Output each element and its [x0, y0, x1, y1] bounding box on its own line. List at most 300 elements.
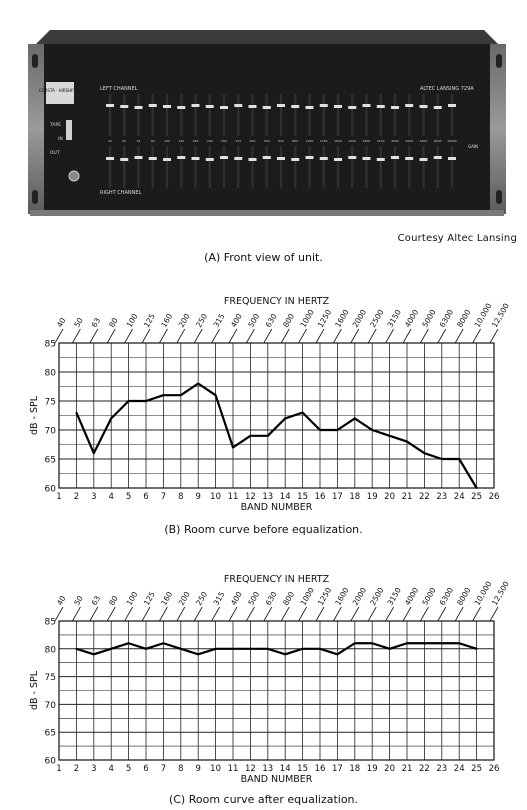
freq-slant-line — [177, 607, 185, 621]
slider-knob — [206, 158, 214, 161]
freq-tick-label: 6300 — [437, 307, 456, 329]
right-channel-label: RIGHT CHANNEL — [100, 190, 142, 196]
x-tick-label: 17 — [331, 764, 343, 774]
y-tick-label: 85 — [44, 617, 56, 628]
tape-label: TAPE — [50, 123, 62, 128]
x-tick-label: 21 — [401, 764, 413, 774]
x-tick-label: 1 — [56, 492, 62, 502]
freq-slant-line — [351, 607, 359, 621]
data-point — [76, 648, 78, 650]
freq-slant-line — [299, 329, 307, 343]
slider-knob — [448, 157, 456, 160]
freq-slant-line — [194, 607, 202, 621]
freq-strip-label: 630 — [278, 139, 284, 143]
x-tick-label: 2 — [73, 764, 80, 774]
x-tick-label: 23 — [436, 492, 448, 502]
slider-knob — [334, 105, 342, 108]
freq-slant-line — [90, 329, 98, 343]
freq-tick-label: 2500 — [368, 307, 386, 329]
data-point — [180, 394, 182, 396]
freq-strip-label: 1000 — [305, 139, 314, 143]
x-tick-label: 7 — [160, 492, 167, 502]
y-tick-label: 65 — [44, 728, 56, 739]
freq-tick-label: 160 — [159, 590, 175, 607]
x-tick-label: 11 — [227, 764, 239, 774]
data-point — [197, 653, 199, 655]
freq-slant-line — [159, 607, 167, 621]
x-tick-label: 4 — [108, 492, 114, 502]
slider-track — [280, 94, 282, 136]
freq-slant-line — [333, 329, 341, 343]
x-tick-label: 14 — [279, 764, 291, 774]
freq-tick-label: 200 — [176, 312, 192, 329]
x-tick-label: 24 — [453, 492, 465, 502]
slider-track — [408, 94, 410, 136]
data-point — [302, 412, 304, 414]
freq-tick-label: 2500 — [368, 585, 386, 607]
freq-strip-label: 50 — [122, 139, 127, 143]
freq-tick-label: 250 — [194, 312, 210, 329]
slider-knob — [334, 158, 342, 161]
slider-knob — [149, 157, 157, 160]
freq-strip-label: 250 — [221, 139, 227, 143]
x-tick-label: 25 — [471, 492, 483, 502]
x-tick-label: 19 — [366, 764, 378, 774]
slider-knob — [106, 157, 114, 160]
freq-tick-label: 800 — [281, 590, 297, 607]
data-point — [93, 452, 95, 454]
gain-label: GAIN — [468, 144, 479, 149]
freq-strip-label: 4000 — [391, 139, 399, 143]
freq-tick-label: 500 — [246, 590, 262, 607]
freq-tick-label: 400 — [228, 312, 244, 329]
slider-track — [109, 146, 111, 188]
freq-strip-label: 1600 — [334, 139, 342, 143]
freq-slant-line — [368, 329, 376, 343]
equalizer-photo — [22, 22, 512, 222]
data-point — [250, 648, 252, 650]
data-point — [215, 394, 217, 396]
freq-slant-line — [316, 607, 324, 621]
x-tick-label: 13 — [262, 764, 274, 774]
data-point — [128, 400, 130, 402]
x-tick-label: 20 — [384, 764, 396, 774]
freq-strip-label: 40 — [108, 139, 112, 143]
freq-tick-label: 40 — [54, 316, 68, 329]
data-point — [424, 642, 426, 644]
freq-tick-label: 12,500 — [489, 301, 511, 329]
x-tick-label: 20 — [384, 492, 396, 502]
freq-tick-label: 10,000 — [472, 301, 494, 329]
data-point — [145, 648, 147, 650]
freq-slant-line — [264, 329, 272, 343]
brand-logo-text: CORSTA · HIRSHFELD — [38, 88, 82, 93]
freq-slant-line — [107, 329, 115, 343]
x-tick-label: 7 — [160, 764, 167, 774]
data-point — [163, 642, 165, 644]
room-curve-line — [76, 384, 476, 488]
freq-tick-label: 315 — [211, 590, 227, 607]
freq-tick-label: 4000 — [402, 307, 421, 329]
freq-tick-label: 63 — [89, 594, 103, 607]
slider-knob — [291, 158, 299, 161]
slider-track — [194, 146, 196, 188]
freq-tick-label: 1600 — [333, 307, 351, 329]
x-tick-label: 21 — [401, 492, 413, 502]
slider-track — [437, 146, 439, 188]
slider-knob — [348, 156, 356, 159]
freq-tick-label: 63 — [89, 316, 103, 329]
freq-tick-label: 5000 — [420, 307, 438, 329]
freq-strip-label: 63 — [136, 139, 141, 143]
slider-knob — [192, 104, 200, 107]
freq-strip-label: 400 — [249, 139, 256, 143]
slider-track — [180, 94, 182, 136]
freq-slant-line — [281, 329, 289, 343]
slider-track — [166, 94, 168, 136]
data-point — [284, 653, 286, 655]
y-tick-label: 85 — [44, 339, 56, 350]
data-point — [406, 642, 408, 644]
slider-knob — [106, 104, 114, 107]
x-tick-label: 24 — [453, 764, 465, 774]
data-point — [110, 418, 112, 420]
freq-strip-label: 8000 — [433, 139, 442, 143]
freq-tick-label: 4000 — [402, 585, 421, 607]
freq-slant-line — [72, 607, 80, 621]
freq-slant-line — [246, 607, 254, 621]
freq-tick-label: 80 — [107, 316, 120, 329]
x-tick-label: 6 — [143, 492, 149, 502]
freq-slant-line — [438, 607, 446, 621]
freq-tick-label: 8000 — [455, 307, 473, 329]
slider-knob — [220, 156, 228, 159]
slider-track — [266, 94, 268, 136]
data-point — [389, 435, 391, 437]
freq-strip-label: 2000 — [348, 139, 357, 143]
data-point — [197, 383, 199, 385]
slider-knob — [377, 158, 385, 161]
left-channel-label: LEFT CHANNEL — [100, 86, 138, 92]
chart-title: FREQUENCY IN HERTZ — [223, 574, 330, 585]
slider-track — [166, 146, 168, 188]
caption-a: (A) Front view of unit. — [204, 251, 323, 264]
data-point — [267, 435, 269, 437]
slider-knob — [192, 157, 200, 160]
slider-knob — [320, 104, 328, 107]
freq-tick-label: 50 — [72, 594, 85, 607]
freq-strip-label: 160 — [192, 139, 199, 143]
slider-knob — [391, 106, 399, 109]
caption-c: (C) Room curve after equalization. — [168, 793, 359, 806]
freq-tick-label: 250 — [194, 590, 210, 607]
data-point — [406, 441, 408, 443]
data-point — [302, 648, 304, 650]
freq-tick-label: 100 — [124, 590, 140, 607]
slider-knob — [320, 157, 328, 160]
slider-track — [209, 146, 211, 188]
slider-track — [451, 94, 453, 136]
slider-knob — [263, 156, 271, 159]
freq-slant-line — [473, 329, 481, 343]
x-tick-label: 23 — [436, 764, 448, 774]
freq-slant-line — [107, 607, 115, 621]
in-label: IN — [58, 137, 63, 142]
slider-track — [451, 146, 453, 188]
freq-tick-label: 40 — [54, 594, 68, 607]
x-tick-label: 11 — [227, 492, 239, 502]
out-label: OUT — [50, 151, 60, 156]
slider-knob — [420, 105, 428, 108]
freq-slant-line — [229, 329, 237, 343]
freq-tick-label: 6300 — [437, 585, 456, 607]
slider-knob — [377, 105, 385, 108]
power-knob — [69, 171, 79, 181]
x-tick-label: 26 — [488, 764, 500, 774]
freq-slant-line — [386, 329, 394, 343]
freq-slant-line — [194, 329, 202, 343]
y-tick-label: 60 — [44, 484, 56, 495]
freq-slant-line — [403, 329, 411, 343]
x-tick-label: 17 — [331, 492, 343, 502]
slider-knob — [434, 106, 442, 109]
photo-credit: Courtesy Altec Lansing — [397, 233, 517, 244]
data-point — [441, 458, 443, 460]
slider-track — [323, 94, 325, 136]
data-point — [145, 400, 147, 402]
x-tick-label: 8 — [178, 764, 184, 774]
slider-track — [422, 94, 424, 136]
x-tick-label: 13 — [262, 492, 274, 502]
freq-strip-label: 125 — [178, 139, 185, 143]
slider-knob — [448, 104, 456, 107]
data-point — [128, 642, 130, 644]
data-point — [476, 487, 478, 489]
data-point — [250, 435, 252, 437]
freq-strip-label: 315 — [235, 139, 242, 143]
data-point — [389, 648, 391, 650]
freq-slant-line — [490, 329, 498, 343]
slider-track — [209, 94, 211, 136]
freq-tick-label: 2000 — [350, 585, 369, 607]
freq-slant-line — [299, 607, 307, 621]
freq-slant-line — [281, 607, 289, 621]
slider-track — [251, 146, 253, 188]
freq-tick-label: 630 — [263, 590, 279, 607]
slider-track — [308, 94, 310, 136]
freq-slant-line — [438, 329, 446, 343]
freq-slant-line — [420, 607, 428, 621]
slider-track — [123, 146, 125, 188]
freq-slant-line — [125, 607, 133, 621]
freq-strip-label: 5000 — [405, 139, 414, 143]
x-tick-label: 25 — [471, 764, 483, 774]
slider-track — [152, 146, 154, 188]
slider-track — [394, 94, 396, 136]
brand-logo — [46, 82, 74, 104]
x-tick-label: 22 — [418, 492, 430, 502]
freq-slant-line — [455, 607, 463, 621]
freq-slant-line — [420, 329, 428, 343]
freq-tick-label: 12,500 — [489, 579, 511, 607]
data-point — [371, 642, 373, 644]
freq-strip-label: 1250 — [319, 139, 328, 143]
slider-track — [237, 146, 239, 188]
freq-tick-label: 2000 — [350, 307, 369, 329]
freq-tick-label: 125 — [141, 312, 157, 329]
data-point — [337, 429, 339, 431]
slider-knob — [420, 158, 428, 161]
freq-slant-line — [72, 329, 80, 343]
chart-before-eq — [0, 290, 527, 513]
slider-track — [223, 146, 225, 188]
data-point — [163, 394, 165, 396]
data-point — [319, 429, 321, 431]
data-point — [354, 418, 356, 420]
freq-tick-label: 160 — [159, 312, 175, 329]
freq-slant-line — [490, 607, 498, 621]
slider-track — [437, 94, 439, 136]
data-point — [458, 458, 460, 460]
freq-tick-label: 200 — [176, 590, 192, 607]
slider-track — [351, 146, 353, 188]
freq-tick-label: 315 — [211, 312, 227, 329]
slider-knob — [391, 156, 399, 159]
freq-tick-label: 80 — [107, 594, 120, 607]
freq-slant-line — [246, 329, 254, 343]
x-tick-label: 22 — [418, 764, 430, 774]
y-tick-label: 75 — [44, 397, 56, 408]
caption-b: (B) Room curve before equalization. — [164, 523, 363, 536]
freq-tick-label: 8000 — [455, 585, 473, 607]
slider-track — [365, 146, 367, 188]
slider-knob — [306, 106, 314, 109]
freq-slant-line — [386, 607, 394, 621]
x-axis-label: BAND NUMBER — [240, 502, 313, 513]
slider-knob — [434, 156, 442, 159]
y-tick-label: 60 — [44, 756, 56, 767]
slider-track — [194, 94, 196, 136]
data-point — [232, 648, 234, 650]
y-axis-label: dB - SPL — [29, 395, 40, 436]
freq-slant-line — [333, 607, 341, 621]
x-tick-label: 18 — [349, 492, 361, 502]
y-tick-label: 75 — [44, 673, 56, 684]
x-tick-label: 10 — [210, 764, 222, 774]
x-tick-label: 3 — [91, 492, 97, 502]
freq-slant-line — [212, 607, 220, 621]
data-point — [180, 648, 182, 650]
freq-slant-line — [368, 607, 376, 621]
freq-slant-line — [212, 329, 220, 343]
slider-knob — [363, 157, 371, 160]
x-tick-label: 9 — [195, 764, 201, 774]
slider-track — [380, 94, 382, 136]
x-tick-label: 3 — [91, 764, 97, 774]
data-point — [371, 429, 373, 431]
data-point — [458, 642, 460, 644]
x-tick-label: 1 — [56, 764, 62, 774]
slider-track — [109, 94, 111, 136]
slider-knob — [220, 106, 228, 109]
slider-track — [422, 146, 424, 188]
slider-knob — [306, 156, 314, 159]
freq-slant-line — [142, 329, 150, 343]
x-tick-label: 10 — [210, 492, 222, 502]
slider-track — [280, 146, 282, 188]
slider-track — [237, 94, 239, 136]
chart-title: FREQUENCY IN HERTZ — [223, 296, 330, 307]
slider-track — [223, 94, 225, 136]
y-tick-label: 70 — [44, 426, 56, 437]
freq-slant-line — [55, 607, 63, 621]
data-point — [354, 642, 356, 644]
rack-ear-left — [28, 44, 44, 214]
slider-knob — [120, 158, 128, 161]
x-tick-label: 5 — [125, 764, 132, 774]
freq-tick-label: 100 — [124, 312, 140, 329]
slider-track — [394, 146, 396, 188]
slider-knob — [291, 105, 299, 108]
freq-slant-line — [316, 329, 324, 343]
freq-slant-line — [229, 607, 237, 621]
freq-slant-line — [403, 607, 411, 621]
y-tick-label: 80 — [44, 368, 56, 379]
x-tick-label: 15 — [297, 764, 309, 774]
x-tick-label: 12 — [244, 492, 256, 502]
slider-knob — [249, 158, 257, 161]
slider-knob — [363, 104, 371, 107]
x-tick-label: 19 — [366, 492, 378, 502]
freq-tick-label: 1600 — [333, 585, 351, 607]
x-tick-label: 5 — [125, 492, 132, 502]
slider-knob — [348, 106, 356, 109]
slider-knob — [263, 106, 271, 109]
slider-track — [251, 94, 253, 136]
data-point — [319, 648, 321, 650]
x-tick-label: 15 — [297, 492, 309, 502]
freq-slant-line — [473, 607, 481, 621]
freq-tick-label: 3150 — [385, 307, 403, 329]
freq-slant-line — [125, 329, 133, 343]
freq-strip-label: 200 — [206, 139, 213, 143]
tape-switch — [66, 120, 72, 140]
slider-track — [152, 94, 154, 136]
freq-tick-label: 1000 — [298, 585, 316, 607]
x-tick-label: 8 — [178, 492, 184, 502]
freq-tick-label: 1250 — [315, 307, 334, 329]
slider-knob — [206, 105, 214, 108]
x-tick-label: 9 — [195, 492, 201, 502]
freq-tick-label: 5000 — [420, 585, 438, 607]
slider-track — [137, 146, 139, 188]
freq-slant-line — [177, 329, 185, 343]
slider-track — [408, 146, 410, 188]
y-tick-label: 80 — [44, 645, 56, 656]
chassis-bottom — [30, 210, 504, 216]
rack-ear-right — [490, 44, 506, 214]
x-tick-label: 12 — [244, 764, 256, 774]
x-tick-label: 18 — [349, 764, 361, 774]
data-point — [215, 648, 217, 650]
slider-knob — [120, 105, 128, 108]
slider-track — [351, 94, 353, 136]
freq-slant-line — [264, 607, 272, 621]
freq-slant-line — [351, 329, 359, 343]
freq-tick-label: 3150 — [385, 585, 403, 607]
x-tick-label: 6 — [143, 764, 149, 774]
data-point — [93, 653, 95, 655]
